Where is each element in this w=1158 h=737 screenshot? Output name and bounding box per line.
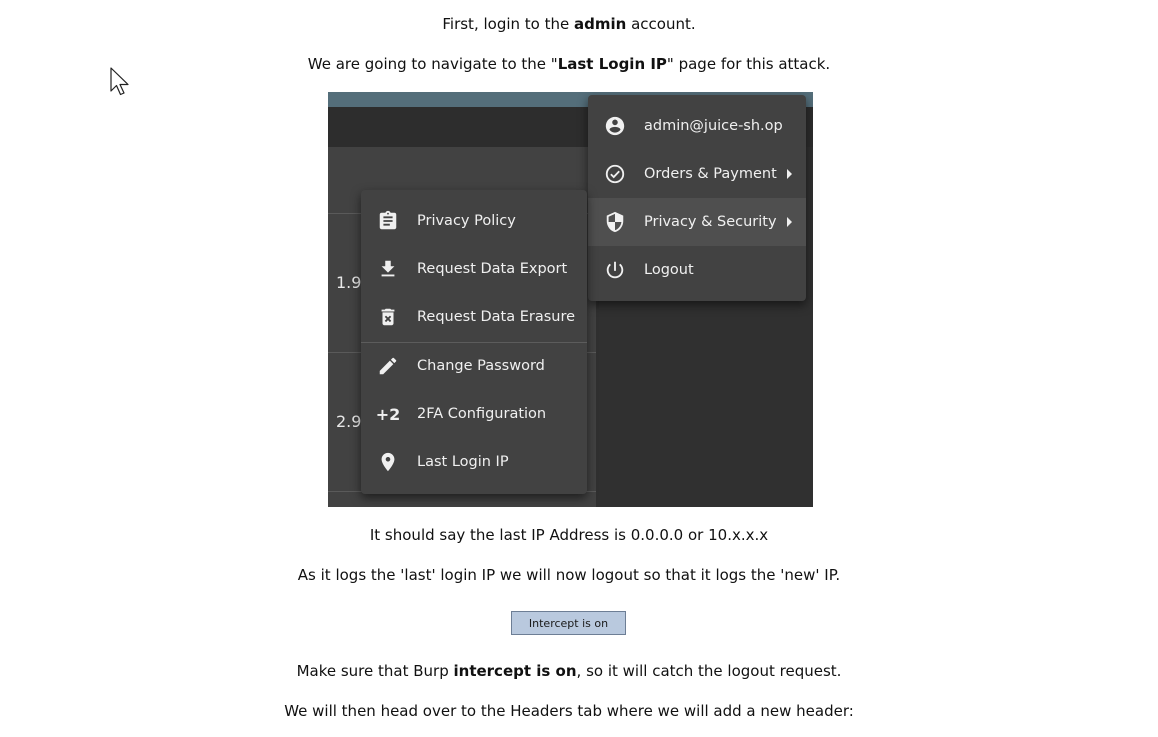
menu-item-change-password[interactable] [361, 342, 587, 390]
plus-two-icon: +2 [375, 404, 401, 424]
table-cell-value: 2.9 [336, 412, 362, 431]
paragraph-headers-tab: We will then head over to the Headers tab where we will add a new header: [284, 702, 854, 720]
menu-item-account-email[interactable] [588, 102, 806, 150]
menu-item-label: Privacy & Security [644, 214, 777, 230]
intercept-toggle-button[interactable]: Intercept is on [511, 611, 626, 635]
menu-item-request-data-erasure[interactable] [361, 293, 587, 341]
juice-shop-menu-screenshot [328, 92, 813, 507]
paragraph-last-ip-note: It should say the last IP Address is 0.0.0.0 or 10.x.x.x [369, 526, 769, 544]
menu-item-label: Privacy Policy [417, 213, 516, 229]
menu-item-label: Last Login IP [417, 454, 509, 470]
check-circle-icon [602, 162, 628, 186]
account-circle-icon [602, 114, 628, 138]
paragraph-navigate [0, 54, 1138, 74]
menu-item-label: admin@juice-sh.op [644, 118, 783, 134]
text: account. [626, 15, 696, 33]
clipboard-icon [375, 209, 401, 233]
menu-item-2fa-configuration[interactable] [361, 390, 587, 438]
bold-text: Last Login IP [557, 55, 667, 73]
text: We are going to navigate to the " [307, 55, 558, 73]
menu-item-label: 2FA Configuration [417, 406, 547, 422]
power-icon [602, 258, 628, 282]
paragraph-login-admin [0, 14, 1138, 34]
menu-item-privacy-policy[interactable] [361, 197, 587, 245]
delete-icon [375, 305, 401, 329]
bold-text: admin [574, 15, 627, 33]
menu-item-label: Orders & Payment [644, 166, 777, 182]
mouse-cursor-icon [110, 67, 132, 97]
text: Make sure that Burp [296, 662, 454, 680]
menu-item-label: Change Password [417, 358, 545, 374]
privacy-security-submenu [361, 190, 587, 494]
location-pin-icon [375, 450, 401, 474]
account-menu [588, 95, 806, 301]
download-icon [375, 257, 401, 281]
bold-text: intercept is on [453, 662, 577, 680]
text: First, login to the [442, 15, 574, 33]
menu-item-request-data-export[interactable] [361, 245, 587, 293]
menu-item-logout[interactable] [588, 246, 806, 294]
paragraph-logout-instruction: As it logs the 'last' login IP we will now logout so that it logs the 'new' IP. [297, 566, 841, 584]
paragraph-intercept-on [0, 661, 1138, 681]
menu-item-privacy-security[interactable] [588, 198, 806, 246]
table-cell-value: 1.9 [336, 273, 362, 292]
submenu-arrow-icon [787, 217, 792, 227]
menu-item-label: Request Data Erasure [417, 309, 576, 325]
submenu-arrow-icon [787, 169, 792, 179]
menu-item-orders-payment[interactable] [588, 150, 806, 198]
text: , so it will catch the logout request. [576, 662, 842, 680]
pencil-icon [375, 354, 401, 378]
shield-icon [602, 210, 628, 234]
menu-item-label: Request Data Export [417, 261, 568, 277]
menu-item-last-login-ip[interactable] [361, 438, 587, 486]
menu-item-label: Logout [644, 262, 694, 278]
text: " page for this attack. [666, 55, 831, 73]
